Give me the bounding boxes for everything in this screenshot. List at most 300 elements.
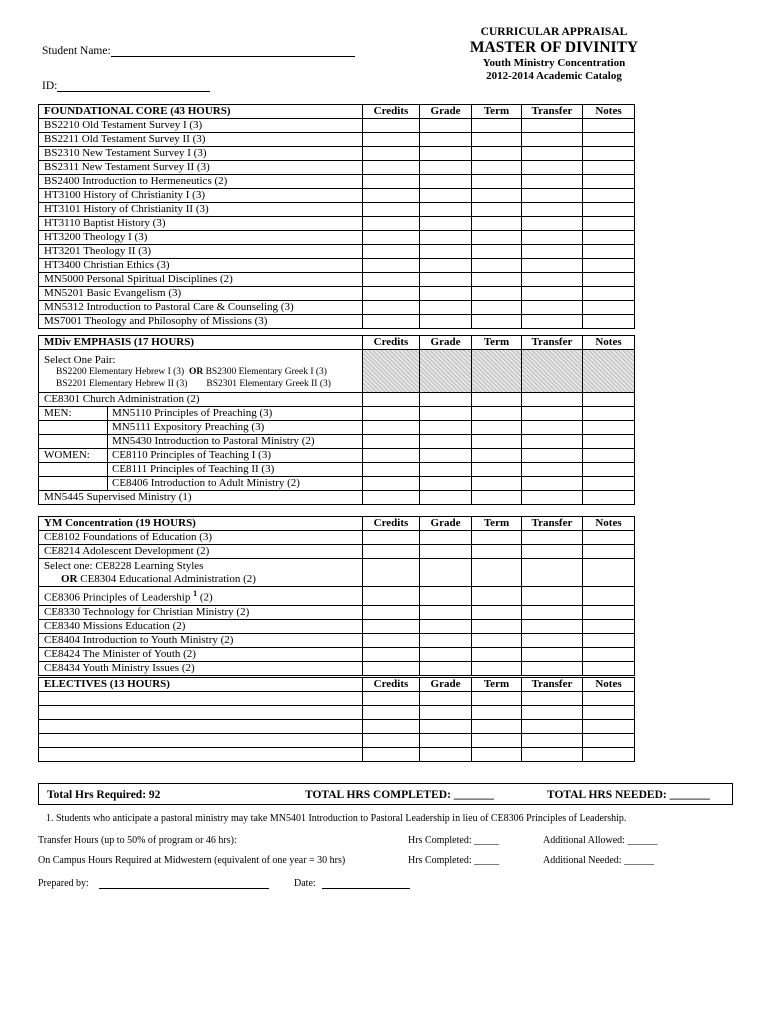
term-cell[interactable] xyxy=(472,217,522,231)
id-field[interactable] xyxy=(57,79,210,92)
transfer-cell[interactable] xyxy=(522,633,583,647)
credits-cell[interactable] xyxy=(363,189,420,203)
term-cell[interactable] xyxy=(472,734,522,748)
grade-cell[interactable] xyxy=(420,477,472,491)
or-label: OR xyxy=(188,367,204,377)
grade-cell[interactable] xyxy=(420,449,472,463)
table-row xyxy=(39,587,635,606)
transfer-cell[interactable] xyxy=(522,245,583,259)
grade-cell[interactable] xyxy=(420,605,472,619)
credits-cell[interactable] xyxy=(363,217,420,231)
table-row xyxy=(39,217,635,231)
catalog-title: 2012-2014 Academic Catalog xyxy=(486,70,622,82)
term-cell[interactable] xyxy=(472,748,522,762)
transfer-cell[interactable] xyxy=(522,545,583,559)
select-pair-label: Select One Pair: xyxy=(44,354,116,366)
grade-cell[interactable] xyxy=(420,119,472,133)
term-cell[interactable] xyxy=(472,435,522,449)
notes-cell[interactable] xyxy=(583,133,635,147)
transfer-cell[interactable] xyxy=(522,605,583,619)
credits-cell[interactable] xyxy=(363,463,420,477)
table-row xyxy=(39,619,635,633)
term-cell[interactable] xyxy=(472,273,522,287)
foundational-core-table xyxy=(38,104,635,329)
term-cell[interactable] xyxy=(472,531,522,545)
credits-cell[interactable] xyxy=(363,407,420,421)
transfer-cell[interactable] xyxy=(522,421,583,435)
language-pair-row xyxy=(39,350,635,393)
credits-cell[interactable] xyxy=(363,133,420,147)
pair-line-2 xyxy=(44,378,362,390)
table-row xyxy=(39,189,635,203)
notes-cell[interactable] xyxy=(583,633,635,647)
ym-concentration-table xyxy=(38,516,635,676)
col-transfer: Transfer xyxy=(522,678,583,692)
term-cell[interactable] xyxy=(472,421,522,435)
term-cell[interactable] xyxy=(472,477,522,491)
table-row xyxy=(39,545,635,559)
table-row xyxy=(39,119,635,133)
table-row xyxy=(39,491,635,505)
col-grade: Grade xyxy=(420,105,472,119)
date-field[interactable] xyxy=(322,877,410,889)
transfer-cell[interactable] xyxy=(522,315,583,329)
table-row xyxy=(39,407,635,421)
notes-cell[interactable] xyxy=(583,647,635,661)
notes-cell[interactable] xyxy=(583,189,635,203)
grade-cell[interactable] xyxy=(420,231,472,245)
credits-cell[interactable] xyxy=(363,245,420,259)
course-cell: MN5445 Supervised Ministry (1) xyxy=(39,491,363,505)
grade-cell[interactable] xyxy=(420,748,472,762)
table-row xyxy=(39,273,635,287)
id-row xyxy=(42,79,210,92)
grade-cell[interactable] xyxy=(420,245,472,259)
grade-cell[interactable] xyxy=(420,147,472,161)
transfer-cell[interactable] xyxy=(522,393,583,407)
grade-cell[interactable] xyxy=(420,531,472,545)
table-row xyxy=(39,463,635,477)
credits-cell[interactable] xyxy=(363,231,420,245)
transfer-cell[interactable] xyxy=(522,692,583,706)
term-cell[interactable] xyxy=(472,301,522,315)
credits-cell[interactable] xyxy=(363,647,420,661)
course-cell: BS2400 Introduction to Hermeneutics (2) xyxy=(39,175,363,189)
course-cell: MN5000 Personal Spiritual Disciplines (2) xyxy=(39,273,363,287)
grade-cell[interactable] xyxy=(420,189,472,203)
term-cell[interactable] xyxy=(472,605,522,619)
grade-cell[interactable] xyxy=(420,273,472,287)
notes-cell[interactable] xyxy=(583,245,635,259)
grade-cell[interactable] xyxy=(420,734,472,748)
electives-table xyxy=(38,677,635,762)
transfer-cell[interactable] xyxy=(522,273,583,287)
credits-cell[interactable] xyxy=(363,559,420,587)
credits-cell[interactable] xyxy=(363,147,420,161)
term-cell[interactable] xyxy=(472,449,522,463)
course-name: MN5430 Introduction to Pastoral Ministry (2) xyxy=(112,435,315,447)
term-cell[interactable] xyxy=(472,133,522,147)
notes-cell[interactable] xyxy=(583,491,635,505)
grade-cell[interactable] xyxy=(420,435,472,449)
table-row xyxy=(39,647,635,661)
transfer-cell[interactable] xyxy=(522,734,583,748)
term-cell[interactable] xyxy=(472,315,522,329)
course-cell: CE8424 The Minister of Youth (2) xyxy=(39,647,363,661)
term-cell[interactable] xyxy=(472,706,522,720)
grade-cell[interactable] xyxy=(420,217,472,231)
notes-cell[interactable] xyxy=(583,463,635,477)
table-row xyxy=(39,633,635,647)
course-name: CE8110 Principles of Teaching I (3) xyxy=(112,449,272,461)
grade-cell[interactable] xyxy=(420,287,472,301)
notes-cell[interactable] xyxy=(583,217,635,231)
table-row xyxy=(39,393,635,407)
course-cell: HT3400 Christian Ethics (3) xyxy=(39,259,363,273)
notes-cell[interactable] xyxy=(583,605,635,619)
grade-cell[interactable] xyxy=(420,463,472,477)
credits-cell[interactable] xyxy=(363,531,420,545)
credits-cell[interactable] xyxy=(363,259,420,273)
course-cell: CE8404 Introduction to Youth Ministry (2) xyxy=(39,633,363,647)
credits-cell[interactable] xyxy=(363,748,420,762)
ce8306-label: CE8306 Principles of Leadership xyxy=(44,591,191,604)
transfer-cell[interactable] xyxy=(522,119,583,133)
credits-cell[interactable] xyxy=(363,287,420,301)
notes-cell[interactable] xyxy=(583,231,635,245)
student-name-field[interactable] xyxy=(111,44,355,57)
table-row xyxy=(39,692,635,706)
elective-course-cell[interactable] xyxy=(39,734,363,748)
credits-cell[interactable] xyxy=(363,273,420,287)
transfer-cell[interactable] xyxy=(522,147,583,161)
term-cell[interactable] xyxy=(472,587,522,606)
transfer-cell[interactable] xyxy=(522,217,583,231)
notes-cell[interactable] xyxy=(583,119,635,133)
oncampus-hrs-completed[interactable]: Hrs Completed: _____ xyxy=(408,855,500,866)
grade-cell[interactable] xyxy=(420,559,472,587)
credits-cell[interactable] xyxy=(363,706,420,720)
transfer-cell[interactable] xyxy=(522,287,583,301)
col-credits: Credits xyxy=(363,678,420,692)
course-cell: HT3201 Theology II (3) xyxy=(39,245,363,259)
notes-cell[interactable] xyxy=(583,559,635,587)
course-name: MN5110 Principles of Preaching (3) xyxy=(112,407,273,419)
term-cell[interactable] xyxy=(472,231,522,245)
transfer-cell[interactable] xyxy=(522,491,583,505)
transfer-cell[interactable] xyxy=(522,706,583,720)
table-row xyxy=(39,706,635,720)
credits-cell[interactable] xyxy=(363,449,420,463)
grade-cell[interactable] xyxy=(420,203,472,217)
notes-cell[interactable] xyxy=(583,692,635,706)
transfer-cell[interactable] xyxy=(522,203,583,217)
term-cell[interactable] xyxy=(472,559,522,587)
table-row xyxy=(39,421,635,435)
term-cell[interactable] xyxy=(472,245,522,259)
notes-cell[interactable] xyxy=(583,477,635,491)
notes-cell[interactable] xyxy=(583,407,635,421)
notes-cell[interactable] xyxy=(583,147,635,161)
term-cell[interactable] xyxy=(472,692,522,706)
form-header xyxy=(468,26,640,83)
notes-cell[interactable] xyxy=(583,161,635,175)
grade-cell[interactable] xyxy=(420,259,472,273)
term-cell[interactable] xyxy=(472,175,522,189)
col-term: Term xyxy=(472,517,522,531)
col-term: Term xyxy=(472,105,522,119)
col-notes: Notes xyxy=(583,336,635,350)
grade-cell[interactable] xyxy=(420,633,472,647)
credits-cell[interactable] xyxy=(363,175,420,189)
hebrew-2: BS2201 Elementary Hebrew II (3) xyxy=(56,379,188,389)
credits-cell[interactable] xyxy=(363,605,420,619)
course-cell xyxy=(39,463,363,477)
notes-cell[interactable] xyxy=(583,435,635,449)
grade-cell[interactable] xyxy=(420,315,472,329)
col-notes: Notes xyxy=(583,517,635,531)
course-cell: BS2311 New Testament Survey II (3) xyxy=(39,161,363,175)
credits-cell[interactable] xyxy=(363,435,420,449)
transfer-cell[interactable] xyxy=(522,619,583,633)
additional-needed[interactable]: Additional Needed: ______ xyxy=(543,855,655,866)
notes-cell[interactable] xyxy=(583,748,635,762)
credits-cell[interactable] xyxy=(363,720,420,734)
section-title: ELECTIVES (13 HOURS) xyxy=(39,678,363,692)
transfer-cell[interactable] xyxy=(522,463,583,477)
term-cell[interactable] xyxy=(472,647,522,661)
transfer-cell[interactable] xyxy=(522,189,583,203)
col-grade: Grade xyxy=(420,517,472,531)
totals-bar xyxy=(38,783,733,805)
notes-cell[interactable] xyxy=(583,287,635,301)
grade-cell[interactable] xyxy=(420,421,472,435)
prepared-by-label: Prepared by: xyxy=(38,878,89,889)
oncampus-hours-label: On Campus Hours Required at Midwestern (equivalent of one year = 30 hrs) xyxy=(38,855,346,866)
notes-cell[interactable] xyxy=(583,273,635,287)
col-term: Term xyxy=(472,336,522,350)
credits-cell[interactable] xyxy=(363,692,420,706)
total-required: Total Hrs Required: 92 xyxy=(47,789,161,801)
term-cell[interactable] xyxy=(472,407,522,421)
table-row xyxy=(39,531,635,545)
term-cell[interactable] xyxy=(472,633,522,647)
or-label: OR xyxy=(61,572,78,585)
credits-cell[interactable] xyxy=(363,315,420,329)
credits-cell[interactable] xyxy=(363,633,420,647)
concentration-title: Youth Ministry Concentration xyxy=(482,57,626,69)
transfer-cell[interactable] xyxy=(522,748,583,762)
ce8306-hours: (2) xyxy=(199,591,213,604)
term-cell[interactable] xyxy=(472,545,522,559)
elective-course-cell[interactable] xyxy=(39,720,363,734)
course-cell: BS2310 New Testament Survey I (3) xyxy=(39,147,363,161)
term-cell[interactable] xyxy=(472,393,522,407)
term-cell[interactable] xyxy=(472,619,522,633)
grade-cell[interactable] xyxy=(420,661,472,675)
course-cell: CE8102 Foundations of Education (3) xyxy=(39,531,363,545)
grade-cell[interactable] xyxy=(420,491,472,505)
elective-course-cell[interactable] xyxy=(39,692,363,706)
footnote-marker: 1 xyxy=(193,589,198,598)
credits-cell[interactable] xyxy=(363,301,420,315)
notes-cell[interactable] xyxy=(583,531,635,545)
transfer-cell[interactable] xyxy=(522,435,583,449)
transfer-cell[interactable] xyxy=(522,175,583,189)
notes-cell[interactable] xyxy=(583,301,635,315)
transfer-cell[interactable] xyxy=(522,449,583,463)
term-cell[interactable] xyxy=(472,350,522,393)
term-cell[interactable] xyxy=(472,491,522,505)
notes-cell[interactable] xyxy=(583,259,635,273)
credits-cell[interactable] xyxy=(363,393,420,407)
credits-cell[interactable] xyxy=(363,203,420,217)
transfer-cell[interactable] xyxy=(522,231,583,245)
notes-cell[interactable] xyxy=(583,393,635,407)
transfer-hrs-completed[interactable]: Hrs Completed: _____ xyxy=(408,835,500,846)
grade-cell[interactable] xyxy=(420,407,472,421)
term-cell[interactable] xyxy=(472,720,522,734)
notes-cell[interactable] xyxy=(583,587,635,606)
transfer-cell[interactable] xyxy=(522,301,583,315)
table-row xyxy=(39,449,635,463)
notes-cell[interactable] xyxy=(583,421,635,435)
notes-cell[interactable] xyxy=(583,661,635,675)
term-cell[interactable] xyxy=(472,203,522,217)
section-title: FOUNDATIONAL CORE (43 HOURS) xyxy=(39,105,363,119)
term-cell[interactable] xyxy=(472,161,522,175)
col-term: Term xyxy=(472,678,522,692)
grade-cell[interactable] xyxy=(420,393,472,407)
course-cell: MN5201 Basic Evangelism (3) xyxy=(39,287,363,301)
hebrew-1: BS2200 Elementary Hebrew I (3) xyxy=(56,367,185,377)
col-credits: Credits xyxy=(363,105,420,119)
grade-cell[interactable] xyxy=(420,647,472,661)
transfer-cell[interactable] xyxy=(522,587,583,606)
elective-course-cell[interactable] xyxy=(39,706,363,720)
term-cell[interactable] xyxy=(472,119,522,133)
total-completed[interactable]: TOTAL HRS COMPLETED: _______ xyxy=(305,789,495,801)
grade-cell[interactable] xyxy=(420,720,472,734)
table-row xyxy=(39,259,635,273)
table-row xyxy=(39,734,635,748)
prepared-by-field[interactable] xyxy=(99,877,269,889)
transfer-cell[interactable] xyxy=(522,531,583,545)
credits-cell[interactable] xyxy=(363,161,420,175)
grade-cell[interactable] xyxy=(420,692,472,706)
col-credits: Credits xyxy=(363,517,420,531)
table-row xyxy=(39,161,635,175)
col-credits: Credits xyxy=(363,336,420,350)
course-cell xyxy=(39,435,363,449)
student-name-label: Student Name: xyxy=(42,45,111,57)
transfer-cell[interactable] xyxy=(522,559,583,587)
credits-cell[interactable] xyxy=(363,545,420,559)
notes-cell[interactable] xyxy=(583,734,635,748)
grade-cell[interactable] xyxy=(420,133,472,147)
credits-cell[interactable] xyxy=(363,619,420,633)
course-cell: HT3200 Theology I (3) xyxy=(39,231,363,245)
course-cell: BS2211 Old Testament Survey II (3) xyxy=(39,133,363,147)
grade-cell[interactable] xyxy=(420,619,472,633)
notes-cell[interactable] xyxy=(583,720,635,734)
date-row xyxy=(294,877,410,889)
credits-cell[interactable] xyxy=(363,119,420,133)
credits-cell[interactable] xyxy=(363,491,420,505)
term-cell[interactable] xyxy=(472,463,522,477)
greek-1: BS2300 Elementary Greek I (3) xyxy=(205,367,327,377)
credits-cell[interactable] xyxy=(363,661,420,675)
transfer-cell[interactable] xyxy=(522,477,583,491)
elective-course-cell[interactable] xyxy=(39,748,363,762)
credits-cell[interactable] xyxy=(363,734,420,748)
term-cell[interactable] xyxy=(472,259,522,273)
transfer-cell[interactable] xyxy=(522,259,583,273)
total-needed[interactable]: TOTAL HRS NEEDED: _______ xyxy=(547,789,710,801)
table-row xyxy=(39,315,635,329)
term-cell[interactable] xyxy=(472,661,522,675)
notes-cell[interactable] xyxy=(583,619,635,633)
notes-cell[interactable] xyxy=(583,175,635,189)
notes-cell[interactable] xyxy=(583,706,635,720)
grade-cell[interactable] xyxy=(420,175,472,189)
course-cell: BS2210 Old Testament Survey I (3) xyxy=(39,119,363,133)
transfer-hours-label: Transfer Hours (up to 50% of program or 46 hrs): xyxy=(38,835,237,846)
grade-cell[interactable] xyxy=(420,545,472,559)
grade-cell[interactable] xyxy=(420,350,472,393)
grade-cell[interactable] xyxy=(420,587,472,606)
transfer-cell[interactable] xyxy=(522,661,583,675)
grade-cell[interactable] xyxy=(420,706,472,720)
select-one-label: Select one: CE8228 Learning Styles xyxy=(44,559,204,572)
term-cell[interactable] xyxy=(472,189,522,203)
notes-cell[interactable] xyxy=(583,315,635,329)
notes-cell[interactable] xyxy=(583,545,635,559)
transfer-cell[interactable] xyxy=(522,350,583,393)
table-row xyxy=(39,203,635,217)
id-label: ID: xyxy=(42,80,58,92)
transfer-cell[interactable] xyxy=(522,161,583,175)
course-cell: CE8214 Adolescent Development (2) xyxy=(39,545,363,559)
notes-cell[interactable] xyxy=(583,449,635,463)
table-row xyxy=(39,133,635,147)
notes-cell[interactable] xyxy=(583,203,635,217)
term-cell[interactable] xyxy=(472,147,522,161)
grade-cell[interactable] xyxy=(420,161,472,175)
notes-cell[interactable] xyxy=(583,350,635,393)
section-title: YM Concentration (19 HOURS) xyxy=(39,517,363,531)
col-grade: Grade xyxy=(420,678,472,692)
grade-cell[interactable] xyxy=(420,301,472,315)
col-notes: Notes xyxy=(583,678,635,692)
credits-cell[interactable] xyxy=(363,350,420,393)
credits-cell[interactable] xyxy=(363,587,420,606)
col-notes: Notes xyxy=(583,105,635,119)
additional-allowed[interactable]: Additional Allowed: ______ xyxy=(543,835,658,846)
col-transfer: Transfer xyxy=(522,336,583,350)
transfer-cell[interactable] xyxy=(522,407,583,421)
term-cell[interactable] xyxy=(472,287,522,301)
course-name: MN5111 Expository Preaching (3) xyxy=(112,421,265,433)
table-row xyxy=(39,748,635,762)
credits-cell[interactable] xyxy=(363,477,420,491)
transfer-cell[interactable] xyxy=(522,647,583,661)
credits-cell[interactable] xyxy=(363,421,420,435)
transfer-cell[interactable] xyxy=(522,720,583,734)
course-cell: CE8434 Youth Ministry Issues (2) xyxy=(39,661,363,675)
table-row xyxy=(39,287,635,301)
transfer-cell[interactable] xyxy=(522,133,583,147)
